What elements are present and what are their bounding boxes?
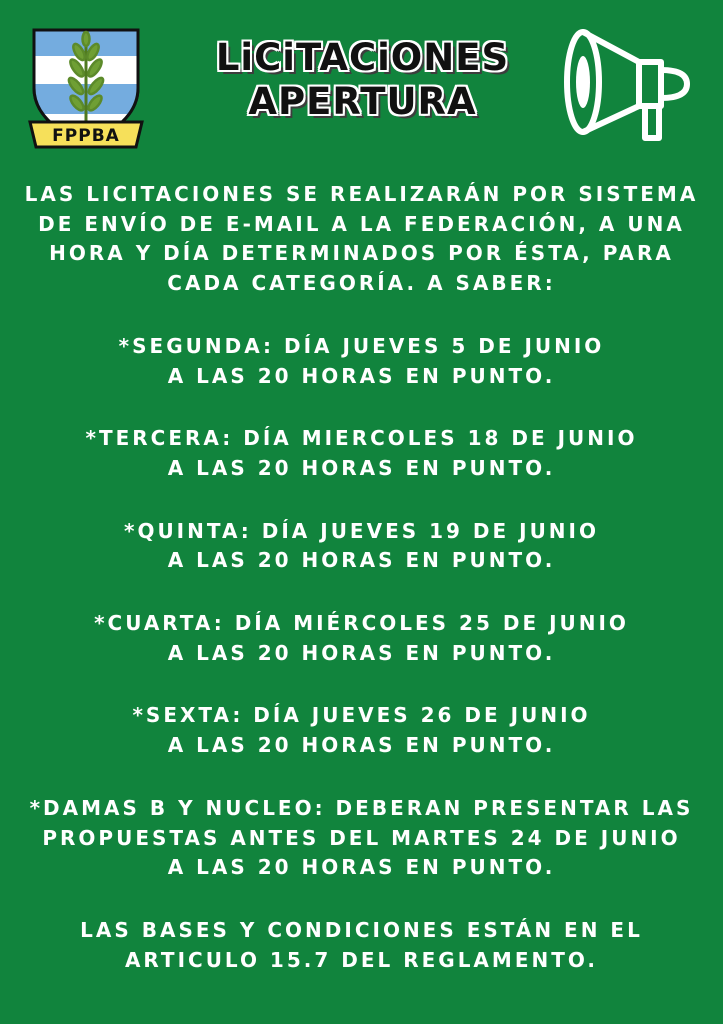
schedule-item-tercera [16,424,707,483]
footer-paragraph [16,916,707,975]
intro-line: HORA Y DÍA DETERMINADOS POR ÉSTA, PARA [49,241,674,266]
footer-line: ARTICULO 15.7 DEL REGLAMENTO. [124,947,599,972]
schedule-time: A LAS 20 HORAS EN PUNTO. [167,455,556,480]
schedule-time: A LAS 20 HORAS EN PUNTO. [167,548,556,573]
megaphone-icon [561,26,693,146]
schedule-item-cuarta [16,609,707,668]
damas-paragraph [16,794,707,883]
logo-text: FPPBA [52,126,120,146]
intro-paragraph [16,180,707,299]
footer-line: LAS BASES Y CONDICIONES ESTÁN EN EL [80,917,643,942]
page-title [165,36,560,124]
schedule-date: *TERCERA: DÍA MIERCOLES 18 DE JUNIO [85,426,638,451]
schedule-date: *SEGUNDA: DÍA JUEVES 5 DE JUNIO [118,333,605,358]
schedule-item-quinta [16,517,707,576]
schedule-time: A LAS 20 HORAS EN PUNTO. [167,640,556,665]
schedule-date: *SEXTA: DÍA JUEVES 26 DE JUNIO [132,703,591,728]
schedule-item-segunda [16,332,707,391]
damas-line: A LAS 20 HORAS EN PUNTO. [167,855,556,880]
announcement-body [16,180,707,975]
schedule-item-sexta [16,701,707,760]
shield-crest-icon [28,26,144,150]
schedule-time: A LAS 20 HORAS EN PUNTO. [167,733,556,758]
damas-line: *DAMAS B Y NUCLEO: DEBERAN PRESENTAR LAS [29,795,694,820]
title-line-1: LiCiTACiONES [215,36,510,79]
damas-line: PROPUESTAS ANTES DEL MARTES 24 DE JUNIO [42,825,681,850]
schedule-time: A LAS 20 HORAS EN PUNTO. [167,363,556,388]
intro-line: LAS LICITACIONES SE REALIZARÁN POR SISTEMA [24,182,699,206]
schedule-date: *CUARTA: DÍA MIÉRCOLES 25 DE JUNIO [94,611,629,636]
intro-line: CADA CATEGORÍA. A SABER: [167,271,556,296]
intro-line: DE ENVÍO DE E-MAIL A LA FEDERACIÓN, A UNA [38,211,685,236]
title-line-2: APERTURA [248,80,477,123]
schedule-date: *QUINTA: DÍA JUEVES 19 DE JUNIO [123,518,599,543]
